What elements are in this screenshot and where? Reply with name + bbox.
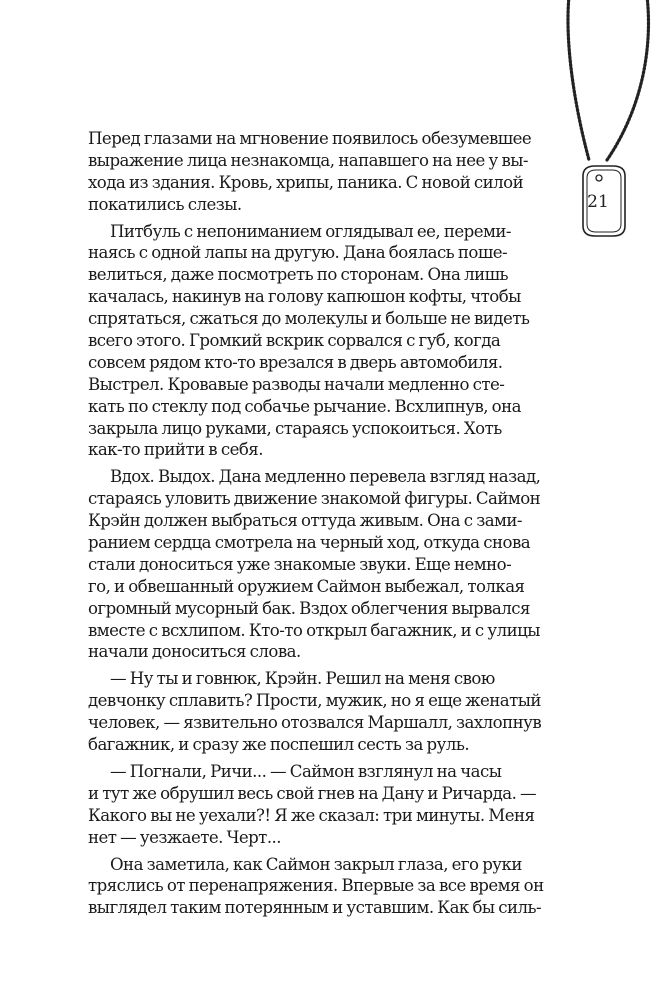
text-line: человек, — язвительно отозвался Маршалл, захлопнув: [88, 713, 542, 733]
text-line: как-то прийти в себя.: [88, 440, 263, 460]
text-line: хода из здания. Кровь, хрипы, паника. С новой силой: [88, 172, 524, 192]
text-line: качалась, накинув на голову капюшон кофты, чтобы: [88, 287, 521, 307]
text-line: всего этого. Громкий вскрик сорвался с губ, когда: [88, 331, 501, 351]
text-line: Какого вы не уехали?! Я же сказал: три минуты. Меня: [88, 805, 535, 825]
text-line: выглядел таким потерянным и уставшим. Как бы силь-: [88, 898, 542, 918]
page-number: 21: [587, 192, 609, 212]
text-line: выражение лица незнакомца, напавшего на нее у вы-: [88, 150, 528, 170]
text-line: закрыла лицо руками, стараясь успокоиться. Хоть: [88, 418, 502, 438]
text-line: Питбуль с непониманием оглядывал ее, переми-: [110, 221, 511, 241]
text-line: покатились слезы.: [88, 194, 242, 214]
text-line: совсем рядом кто-то врезался в дверь автомобиля.: [88, 352, 503, 372]
text-line: багажник, и сразу же поспешил сесть за руль.: [88, 735, 470, 755]
text-line: — Погнали, Ричи... — Саймон взглянул на часы: [110, 761, 502, 781]
text-line: кать по стеклу под собачье рычание. Всхлипнув, она: [88, 396, 521, 416]
text-line: Вдох. Выдох. Дана медленно перевела взгляд назад,: [110, 467, 541, 487]
text-line: Крэйн должен выбраться оттуда живым. Она с зами-: [88, 511, 522, 531]
text-line: ранием сердца смотрела на черный ход, откуда снова: [88, 533, 531, 553]
text-line: нет — уезжаете. Черт...: [88, 827, 281, 847]
body-text: [88, 128, 546, 919]
text-line: стараясь уловить движение знакомой фигуры. Саймон: [88, 489, 541, 509]
text-line: Выстрел. Кровавые разводы начали медленно сте-: [88, 374, 505, 394]
text-line: спрятаться, сжаться до молекулы и больше не видеть: [88, 309, 530, 329]
text-line: начали доноситься слова.: [88, 642, 301, 662]
text-line: — Ну ты и говнюк, Крэйн. Решил на меня свою: [110, 669, 495, 689]
text-line: го, и обвешанный оружием Саймон выбежал, толкая: [88, 576, 525, 596]
text-line: стали доноситься уже знакомые звуки. Еще немно-: [88, 554, 512, 574]
text-line: велиться, даже посмотреть по сторонам. Она лишь: [88, 265, 508, 285]
text-line: вместе с всхлипом. Кто-то открыл багажник, и с улицы: [88, 620, 540, 640]
text-line: Она заметила, как Саймон закрыл глаза, его руки: [110, 854, 522, 874]
text-line: девчонку сплавить? Прости, мужик, но я еще женатый: [88, 691, 541, 711]
text-line: Перед глазами на мгновение появилось обезумевшее: [88, 129, 532, 148]
text-line: наясь с одной лапы на другую. Дана боялась поше-: [88, 243, 508, 263]
text-line: и тут же обрушил весь свой гнев на Дану и Ричарда. —: [88, 783, 537, 803]
text-line: тряслись от перенапряжения. Впервые за все время он: [88, 876, 544, 896]
text-line: огромный мусорный бак. Вздох облегчения вырвался: [88, 598, 530, 618]
